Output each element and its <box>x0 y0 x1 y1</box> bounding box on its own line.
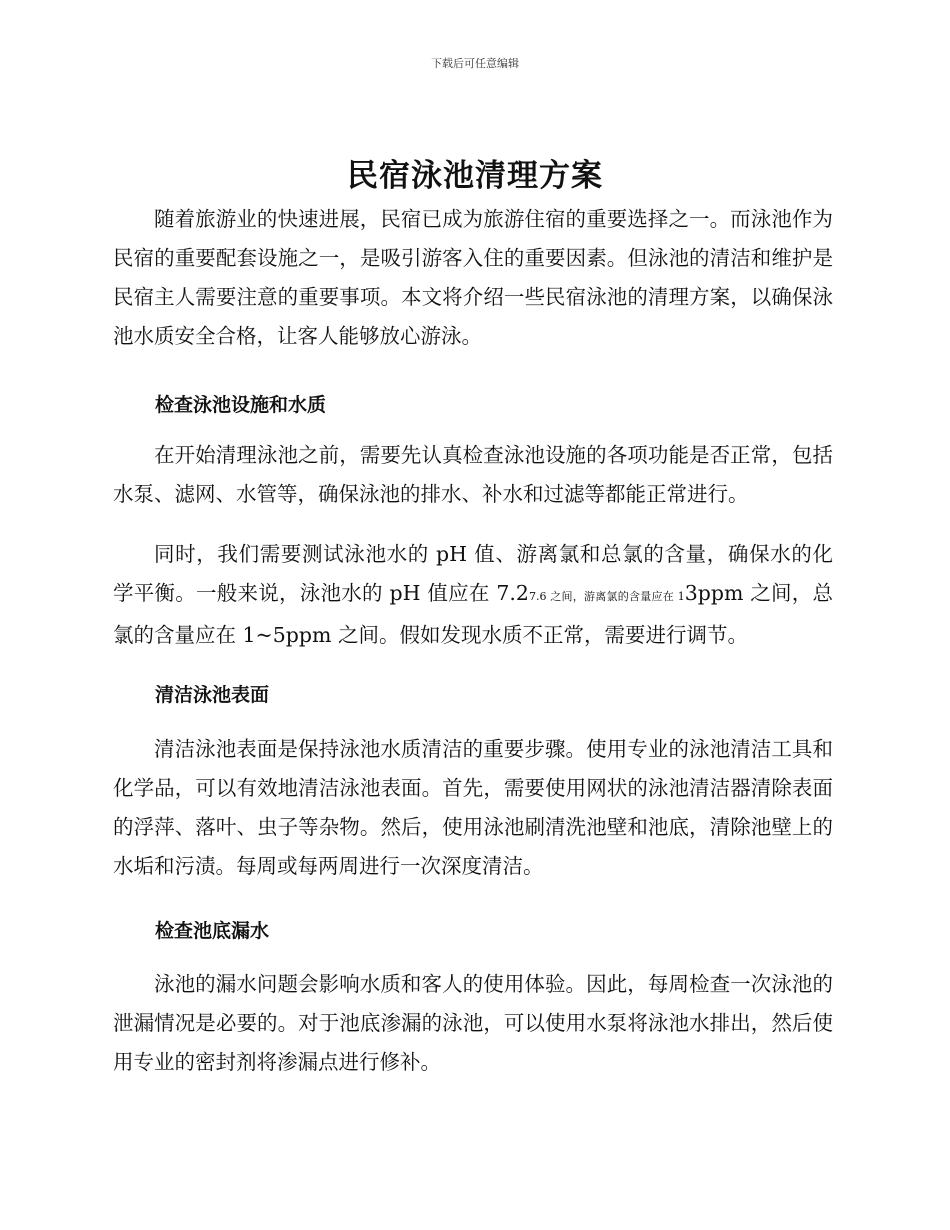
section2-paragraph: 清洁泳池表面是保持泳池水质清洁的重要步骤。使用专业的泳池清洁工具和化学品，可以有效地清洁泳池表面。首先，需要使用网状的泳池清洁器清除表面的浮萍、落叶、虫子等杂物。然后，使用泳池刷清洗池壁和池底，清除池壁上的水垢和污渍。每周或每两周进行一次深度清洁。 <box>113 737 833 878</box>
section1-paragraph-1: 在开始清理泳池之前，需要先认真检查泳池设施的各项功能是否正常，包括水泵、滤网、水管等，确保泳池的排水、补水和过滤等都能正常进行。 <box>113 443 833 506</box>
section1-paragraph-2-part-a: 同时，我们需要测试泳池水的 pH 值、游离氯和总氯的含量，确保水的化学平衡。一般来说，泳池水的 pH 值应在 7.2 <box>113 542 833 605</box>
section-heading-leak: 检查池底漏水 <box>155 920 270 942</box>
section1-paragraph-2-small: 7.6 之间，游离氯的含量应在 1 <box>528 590 685 603</box>
header-note: 下载后可任意编辑 <box>431 57 519 70</box>
section3-paragraph: 泳池的漏水问题会影响水质和客人的使用体验。因此，每周检查一次泳池的泄漏情况是必要的。对于池底渗漏的泳池，可以使用水泵将泳池水排出，然后使用专业的密封剂将渗漏点进行修补。 <box>113 972 833 1074</box>
section1-paragraph-2-part-b: 3ppm 之间，总氯的含量应在 1~5ppm 之间。假如发现水质不正常，需要进行调节。 <box>113 581 833 647</box>
document-title: 民宿泳池清理方案 <box>347 158 603 194</box>
section-heading-facilities: 检查泳池设施和水质 <box>155 394 327 416</box>
section1-paragraph-2 <box>113 535 833 655</box>
section-heading-surface: 清洁泳池表面 <box>155 684 270 706</box>
intro-paragraph: 随着旅游业的快速进展，民宿已成为旅游住宿的重要选择之一。而泳池作为民宿的重要配套设施之一，是吸引游客入住的重要因素。但泳池的清洁和维护是民宿主人需要注意的重要事项。本文将介绍一些民宿泳池的清理方案，以确保泳池水质安全合格，让客人能够放心游泳。 <box>113 207 833 348</box>
